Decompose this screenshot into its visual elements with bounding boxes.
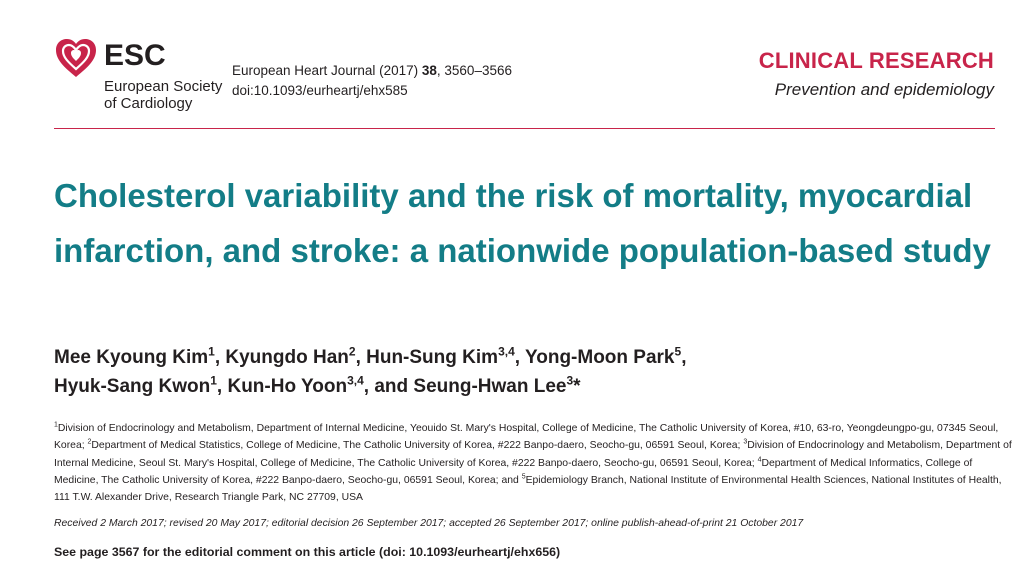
affiliations <box>54 420 1014 506</box>
journal-citation <box>232 61 512 101</box>
author-separator: , <box>514 347 525 368</box>
section-title: CLINICAL RESEARCH <box>758 48 994 73</box>
affiliation-text: Epidemiology Branch, National Institute of Environmental Health Sciences, National Institutes of Health, 111 T.W. Alexander Drive, Research Triangle Park, NC 27709, USA <box>54 474 1002 504</box>
header-divider <box>54 128 995 129</box>
author-affiliation-marker: 5 <box>674 344 682 359</box>
author-affiliation-marker: 3,4 <box>347 373 364 388</box>
author-name: Hyuk-Sang Kwon <box>54 376 211 397</box>
affiliation-marker: 2 <box>87 438 92 446</box>
author-separator: , <box>681 347 687 368</box>
author-list <box>54 343 1009 401</box>
author-name: Yong-Moon Park <box>524 347 675 368</box>
article-title: Cholesterol variability and the risk of mortality, myocardial infarction, and stroke: a nationwide population-based study <box>54 177 991 269</box>
logo-society-name <box>104 78 222 112</box>
author-name: Mee Kyoung Kim <box>54 347 209 368</box>
affiliation-marker: 5 <box>521 473 526 481</box>
affiliation-marker: 1 <box>54 421 58 429</box>
esc-logo <box>54 35 234 115</box>
affiliation-text: Division of Endocrinology and Metabolism, Department of Internal Medicine, Yeouido St. Mary's Hospital, College of Medicine, The Catholic University of Korea, #10, 63-ro, Yeongdeungpo-gu, 07345 Seoul, Korea; <box>54 423 999 452</box>
author-affiliation-marker: 3,4 <box>498 344 515 359</box>
logo-abbreviation: ESC <box>104 39 166 72</box>
article-dates: Received 2 March 2017; revised 20 May 2017; editorial decision 26 September 2017; accepted 26 September 2017; online publish-ahead-of-print 21 October 2017 <box>54 518 804 529</box>
author-separator: , <box>216 376 228 397</box>
affiliation-marker: 3 <box>743 438 748 446</box>
heart-logo-icon <box>54 37 98 81</box>
section-subtitle: Prevention and epidemiology <box>774 80 994 99</box>
logo-line-1: European Society <box>104 78 223 95</box>
author-name: Seung-Hwan Lee <box>413 376 567 397</box>
editorial-note: See page 3567 for the editorial comment on this article (doi: 10.1093/eurheartj/ehx656) <box>54 545 561 559</box>
author-name: Kyungdo Han <box>225 347 349 368</box>
author-separator: * <box>573 376 581 397</box>
affiliation-text: Division of Endocrinology and Metabolism, Department of Internal Medicine, Seoul St. Mary's Hospital, College of Medicine, The Catholic University of Korea, #222 Banpo-daero, Seocho-gu, 06591 Seoul, Korea; <box>54 440 1012 469</box>
affiliation-marker: 4 <box>757 456 762 464</box>
author-separator: , <box>355 347 367 368</box>
author-separator: , <box>214 347 226 368</box>
journal-doi: doi:10.1093/eurheartj/ehx585 <box>232 83 408 98</box>
author-affiliation-marker: 2 <box>348 344 356 359</box>
logo-line-2: of Cardiology <box>104 95 193 112</box>
journal-reference <box>232 61 512 81</box>
affiliation-text: Department of Medical Informatics, College of Medicine, The Catholic University of Korea, #222 Banpo-daero, Seocho-gu, 06591 Seoul, Korea; and <box>54 457 973 486</box>
journal-volume: 38 <box>421 63 437 78</box>
author-affiliation-marker: 3 <box>566 373 574 388</box>
author-name: Hun-Sung Kim <box>366 347 499 368</box>
section-heading <box>759 47 994 102</box>
author-separator: , and <box>363 376 414 397</box>
journal-name: European Heart Journal (2017) <box>232 63 422 78</box>
author-affiliation-marker: 1 <box>208 344 215 359</box>
author-affiliation-marker: 1 <box>210 373 217 388</box>
journal-pages: , 3560–3566 <box>436 63 512 78</box>
affiliation-text: Department of Medical Statistics, College of Medicine, The Catholic University of Korea, #222 Banpo-daero, Seocho-gu, 06591 Seoul, Korea; <box>91 440 744 452</box>
author-name: Kun-Ho Yoon <box>227 376 348 397</box>
